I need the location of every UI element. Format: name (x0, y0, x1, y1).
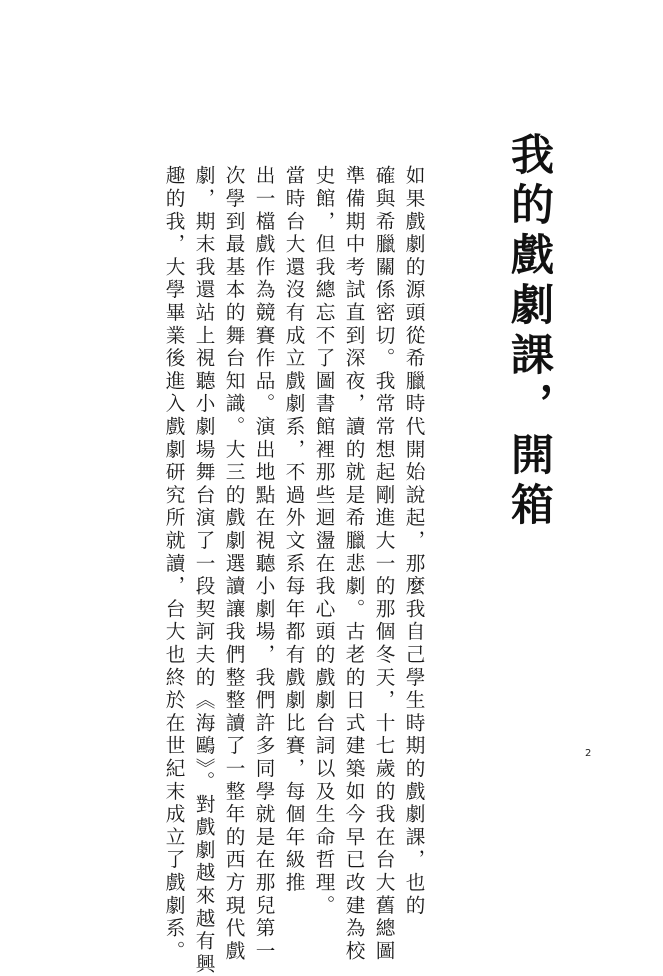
text-column: 出一檔戲作為競賽作品。演出地點在視聽小劇場，我們許多同學就是在那兒第一 (252, 165, 275, 963)
text-column: 當時台大還沒有成立戲劇系，不過外文系每年都有戲劇比賽，每個年級推 (282, 165, 305, 895)
body-text (128, 165, 428, 976)
text-column: 史館，但我總忘不了圖書館裡那些迴盪在我心頭的戲劇台詞以及生命哲理。 (312, 165, 335, 918)
text-column: 確與希臘關係密切。我常常想起剛進大一的那個冬天，十七歲的我在台大舊總圖 (372, 165, 395, 963)
text-column: 如果戲劇的源頭從希臘時代開始說起，那麼我自己學生時期的戲劇課，也的 (402, 165, 425, 918)
chapter-title: 我的戲劇課，開箱 (504, 132, 554, 532)
page-number: 2 (585, 748, 592, 759)
text-column: 準備期中考試直到深夜，讀的就是希臘悲劇。古老的日式建築如今早已改建為校 (342, 165, 365, 963)
text-column: 劇，期末我還站上視聽小劇場舞台演了一段契訶夫的《海鷗》。對戲劇越來越有興 (192, 165, 215, 976)
text-column: 次學到最基本的舞台知識。大三的戲劇選讀讓我們整整讀了一整年的西方現代戲 (222, 165, 245, 963)
text-column: 趣的我，大學畢業後進入戲劇研究所就讀，台大也終於在世紀末成立了戲劇系。 (162, 165, 185, 963)
